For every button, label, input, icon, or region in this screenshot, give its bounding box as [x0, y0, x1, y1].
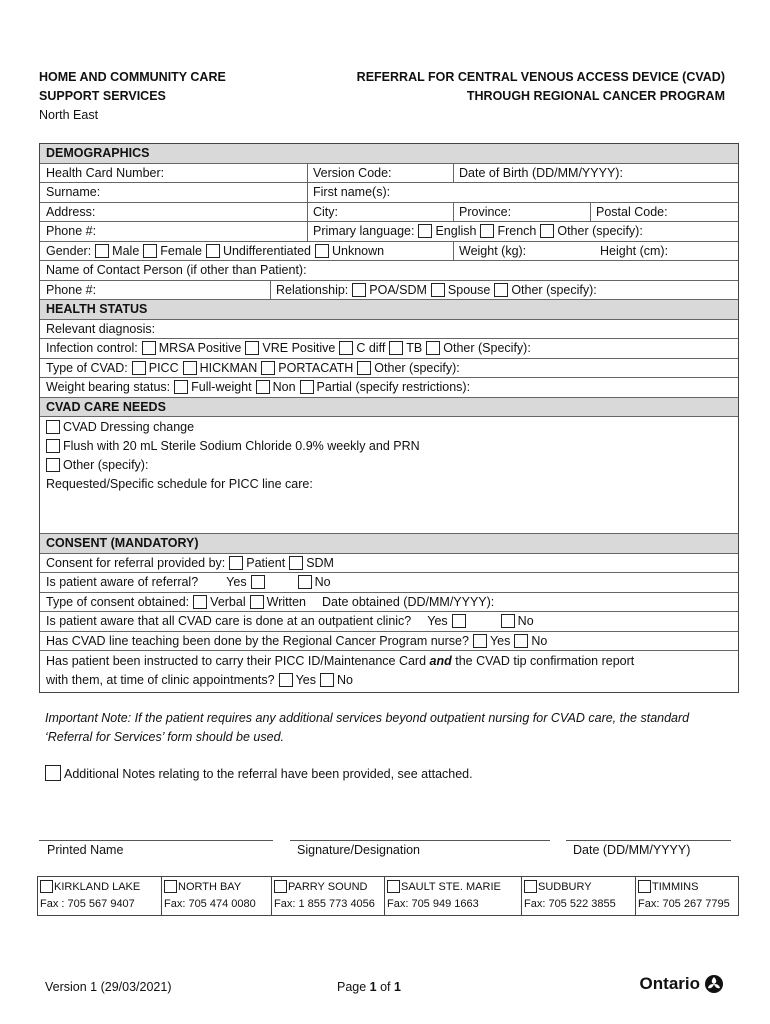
checkbox-office[interactable] [274, 880, 287, 893]
checkbox-relationship-other[interactable] [494, 283, 508, 297]
ontario-logo: Ontario [640, 974, 724, 994]
surname-field[interactable]: Surname: [46, 185, 101, 199]
city-field[interactable]: City: [307, 203, 453, 222]
checkbox-female[interactable] [143, 244, 157, 258]
office-kirkland-lake: KIRKLAND LAKE Fax : 705 567 9407 [38, 877, 162, 915]
office-fax: Fax: 705 522 3855 [524, 898, 616, 910]
health-card-field[interactable]: Health Card Number: [46, 165, 165, 180]
section-health-status: HEALTH STATUS [40, 300, 738, 320]
row-consent-type: Type of consent obtained: Verbal Written Date obtained (DD/MM/YYYY): [40, 593, 738, 613]
height-field[interactable]: Height (cm): [600, 243, 669, 258]
row-teaching: Has CVAD line teaching been done by the Regional Cancer Program nurse? Yes No [40, 632, 738, 652]
page-indicator: Page 1 of 1 [337, 980, 401, 994]
checkbox-partial-weight[interactable] [300, 380, 314, 394]
row-contact-phone [40, 281, 738, 301]
address-field[interactable]: Address: [46, 204, 96, 219]
checkbox-office[interactable] [387, 880, 400, 893]
date-label: Date (DD/MM/YYYY) [573, 843, 691, 857]
organization-header [39, 68, 226, 125]
signature-line[interactable] [290, 840, 550, 841]
org-region: North East [39, 108, 99, 122]
org-name-line2: SUPPORT SERVICES [39, 89, 166, 103]
checkbox-outpatient-no[interactable] [501, 614, 515, 628]
checkbox-full-weight[interactable] [174, 380, 188, 394]
checkbox-office[interactable] [524, 880, 537, 893]
office-parry-sound: PARRY SOUND Fax: 1 855 773 4056 [272, 877, 385, 915]
checkbox-cdiff[interactable] [339, 341, 353, 355]
row-phone-language [40, 222, 738, 242]
checkbox-tb[interactable] [389, 341, 403, 355]
office-fax: Fax: 705 949 1663 [387, 898, 479, 910]
checkbox-outpatient-yes[interactable] [452, 614, 466, 628]
checkbox-written[interactable] [250, 595, 264, 609]
checkbox-picc[interactable] [132, 361, 146, 375]
checkbox-office[interactable] [164, 880, 177, 893]
version-code-field[interactable]: Version Code: [307, 164, 453, 183]
referral-form [39, 143, 739, 693]
language-group: Primary language: English French Other (specify): [307, 222, 738, 241]
section-cvad-care-needs: CVAD CARE NEEDS [40, 398, 738, 418]
checkbox-needs-other[interactable] [46, 458, 60, 472]
province-field[interactable]: Province: [453, 203, 590, 222]
checkbox-undifferentiated[interactable] [206, 244, 220, 258]
form-title [357, 68, 725, 106]
signature-label: Signature/Designation [297, 843, 420, 857]
printed-name-label: Printed Name [47, 843, 124, 857]
contact-phone-field[interactable]: Phone #: [46, 282, 97, 297]
checkbox-french[interactable] [480, 224, 494, 238]
row-contact-person [40, 261, 738, 281]
first-name-field[interactable]: First name(s): [307, 183, 738, 202]
additional-notes-option [45, 765, 473, 781]
additional-notes-label: Additional Notes relating to the referral have been provided, see attached. [64, 767, 473, 781]
row-health-card [40, 164, 738, 184]
trillium-icon [704, 974, 724, 994]
checkbox-dressing-change[interactable] [46, 420, 60, 434]
office-timmins: TIMMINS Fax: 705 267 7795 [636, 877, 738, 915]
form-title-line1: REFERRAL FOR CENTRAL VENOUS ACCESS DEVICE (CVAD) [356, 70, 725, 84]
row-diagnosis [40, 320, 738, 340]
printed-name-line[interactable] [39, 840, 273, 841]
weight-field[interactable]: Weight (kg): [453, 242, 590, 261]
diagnosis-field[interactable]: Relevant diagnosis: [46, 321, 156, 336]
checkbox-consent-patient[interactable] [229, 556, 243, 570]
checkbox-cvad-other[interactable] [357, 361, 371, 375]
row-instructed: Has patient been instructed to carry their PICC ID/Maintenance Card and the CVAD tip confirmation report with them, at time of clinic appointments? Yes No [46, 654, 635, 687]
checkbox-hickman[interactable] [183, 361, 197, 375]
org-name-line1: HOME AND COMMUNITY CARE [39, 70, 226, 84]
checkbox-instructed-no[interactable] [320, 673, 334, 687]
office-fax: Fax: 705 267 7795 [638, 898, 730, 910]
office-sault-ste-marie: SAULT STE. MARIE Fax: 705 949 1663 [385, 877, 522, 915]
checkbox-poa-sdm[interactable] [352, 283, 366, 297]
row-weight-bearing: Weight bearing status: Full-weight Non Partial (specify restrictions): [40, 378, 738, 398]
checkbox-verbal[interactable] [193, 595, 207, 609]
checkbox-office[interactable] [40, 880, 53, 893]
checkbox-teaching-no[interactable] [514, 634, 528, 648]
checkbox-unknown[interactable] [315, 244, 329, 258]
checkbox-aware-yes[interactable] [251, 575, 265, 589]
dob-field[interactable]: Date of Birth (DD/MM/YYYY): [453, 164, 738, 183]
checkbox-non-weight[interactable] [256, 380, 270, 394]
schedule-field[interactable]: Requested/Specific schedule for PICC line care: [46, 477, 313, 491]
section-demographics: DEMOGRAPHICS [40, 144, 738, 164]
checkbox-additional-notes[interactable] [45, 765, 61, 781]
office-fax: Fax : 705 567 9407 [40, 898, 135, 910]
checkbox-flush[interactable] [46, 439, 60, 453]
checkbox-male[interactable] [95, 244, 109, 258]
date-line[interactable] [566, 840, 731, 841]
checkbox-language-other[interactable] [540, 224, 554, 238]
checkbox-portacath[interactable] [261, 361, 275, 375]
checkbox-instructed-yes[interactable] [279, 673, 293, 687]
section-consent: CONSENT (MANDATORY) [40, 534, 738, 554]
checkbox-consent-sdm[interactable] [289, 556, 303, 570]
version-label: Version 1 (29/03/2021) [45, 980, 172, 994]
row-infection-control: Infection control: MRSA Positive VRE Positive C diff TB Other (Specify): [40, 339, 738, 359]
row-consent-provided: Consent for referral provided by: Patient SDM [40, 554, 738, 574]
checkbox-spouse[interactable] [431, 283, 445, 297]
contact-person-field[interactable]: Name of Contact Person (if other than Patient): [46, 263, 307, 277]
phone-field[interactable]: Phone #: [46, 224, 97, 238]
relationship-group: Relationship: POA/SDM Spouse Other (specify): [270, 281, 738, 300]
important-note: Important Note: If the patient requires any additional services beyond outpatient nursing for CVAD care, the standard ‘Referral for Services’ form should be used. [45, 711, 690, 744]
checkbox-teaching-yes[interactable] [473, 634, 487, 648]
row-gender: Gender: Male Female Undifferentiated Unknown Weight (kg): Height (cm): [40, 242, 738, 262]
office-fax: Fax: 705 474 0080 [164, 898, 256, 910]
cvad-needs-block: CVAD Dressing change Flush with 20 mL Sterile Sodium Chloride 0.9% weekly and PRN Other (specify): Requested/Specific schedule for PICC line care: [40, 417, 738, 534]
row-type-cvad: Type of CVAD: PICC HICKMAN PORTACATH Other (specify): [40, 359, 738, 379]
row-address [40, 203, 738, 223]
checkbox-office[interactable] [638, 880, 651, 893]
office-fax: Fax: 1 855 773 4056 [274, 898, 375, 910]
form-title-line2: THROUGH REGIONAL CANCER PROGRAM [466, 89, 725, 103]
checkbox-mrsa[interactable] [142, 341, 156, 355]
checkbox-english[interactable] [418, 224, 432, 238]
row-aware-outpatient: Is patient aware that all CVAD care is done at an outpatient clinic? Yes No [40, 612, 738, 632]
office-sudbury: SUDBURY Fax: 705 522 3855 [522, 877, 636, 915]
checkbox-vre[interactable] [245, 341, 259, 355]
postal-code-field[interactable]: Postal Code: [590, 203, 738, 222]
office-fax-list [37, 876, 739, 916]
date-obtained-field[interactable]: Date obtained (DD/MM/YYYY): [322, 594, 495, 609]
checkbox-infection-other[interactable] [426, 341, 440, 355]
row-name [40, 183, 738, 203]
office-north-bay: NORTH BAY Fax: 705 474 0080 [162, 877, 272, 915]
checkbox-aware-no[interactable] [298, 575, 312, 589]
row-aware-referral: Is patient aware of referral? Yes No [40, 573, 738, 593]
